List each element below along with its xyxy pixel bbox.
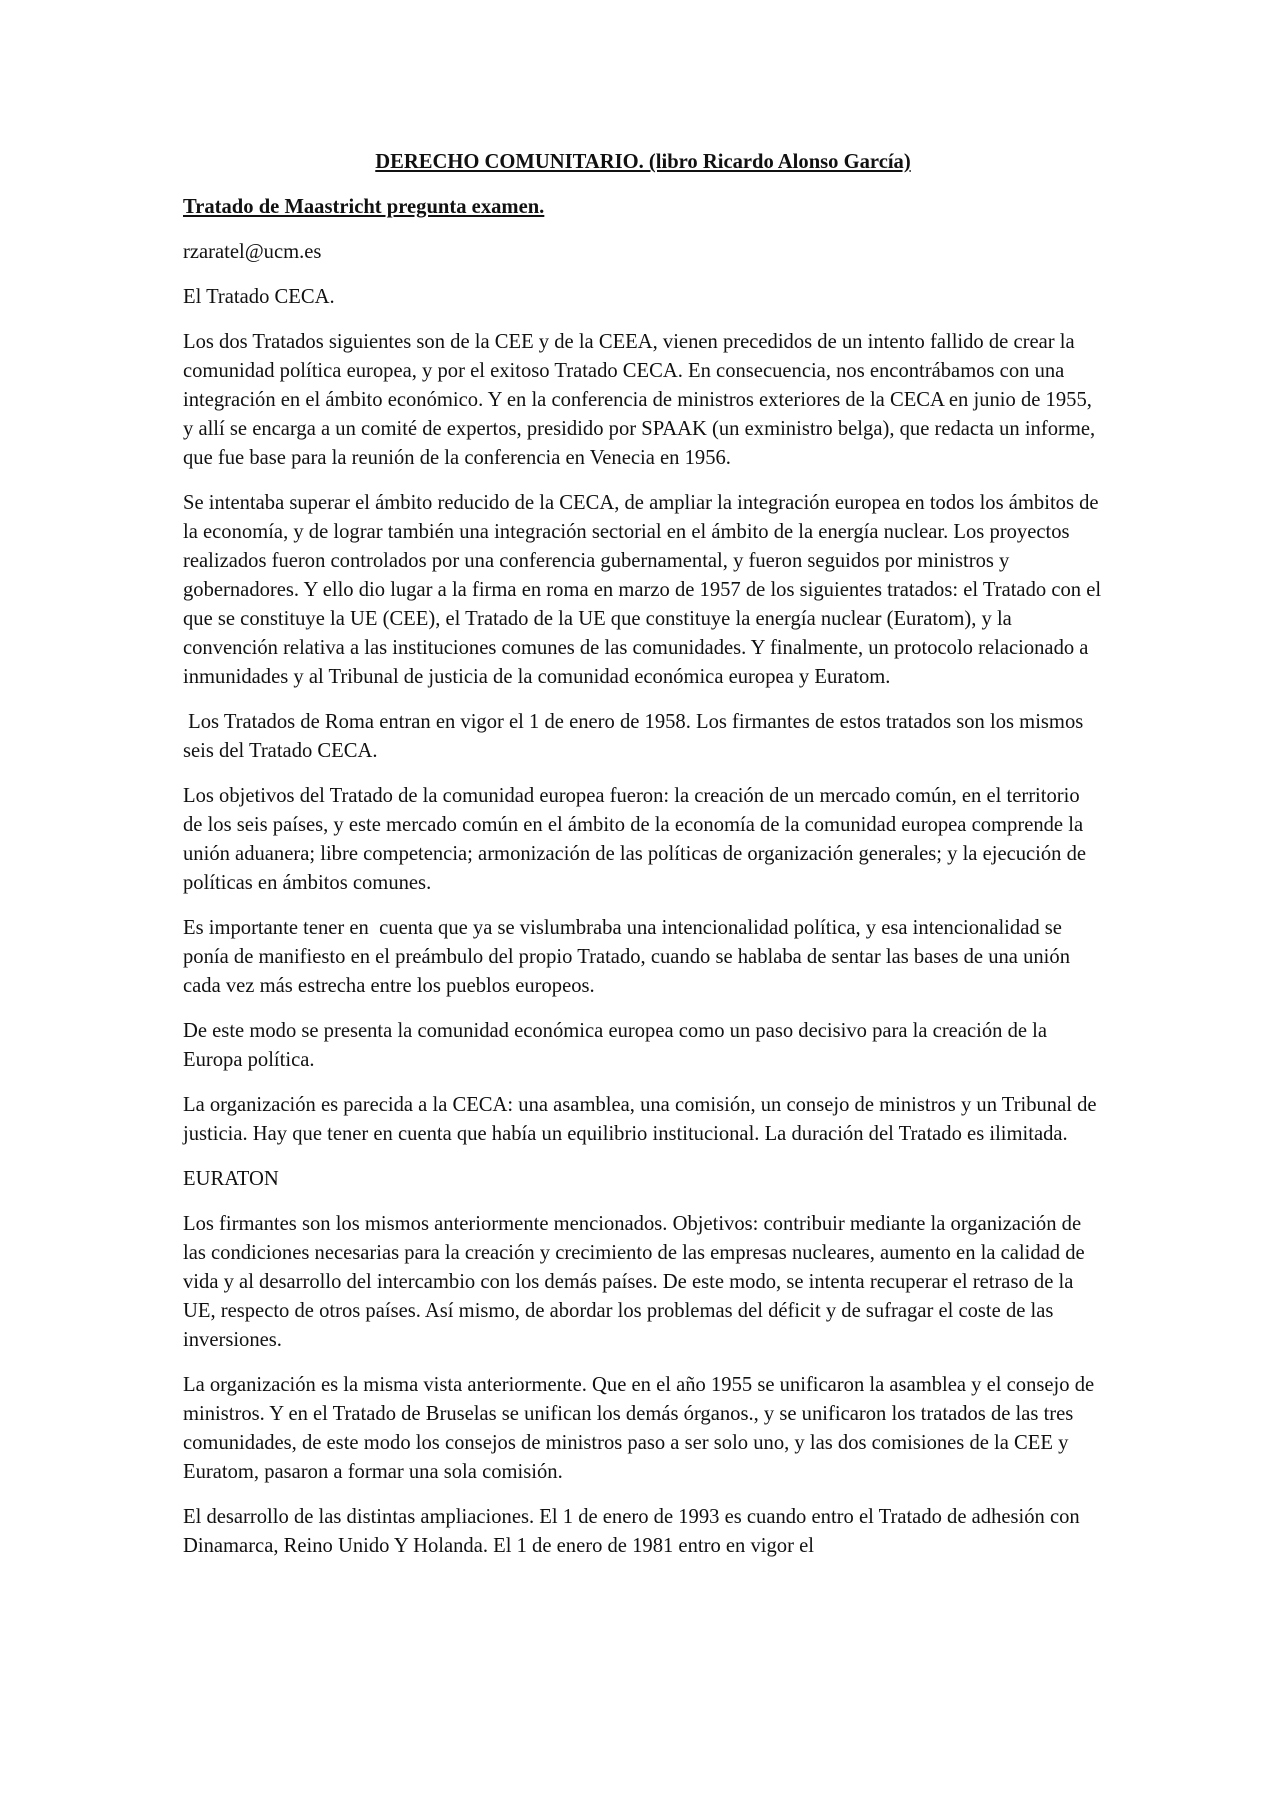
document-page [183,148,1103,1577]
paragraph: Los objetivos del Tratado de la comunidad europea fueron: la creación de un mercado común, en el territorio de los seis países, y este mercado común en el ámbito de la economía de la comunidad europea comprende la unión aduanera; libre competencia; armonización de las políticas de organización generales; y la ejecución de políticas en ámbitos comunes. [183,785,1087,894]
document-subtitle: Tratado de Maastricht pregunta examen. [183,196,545,218]
paragraph: Se intentaba superar el ámbito reducido de la CECA, de ampliar la integración europea en todos los ámbitos de la economía, y de lograr también una integración sectorial en el ámbito de la energía nuclear. Los proyectos realizados fueron controlados por una conferencia gubernamental, y fueron seguidos por ministros y gobernadores. Y ello dio lugar a la firma en roma en marzo de 1957 de los siguientes tratados: el Tratado con el que se constituye la UE (CEE), el Tratado de la UE que constituye la energía nuclear (Euratom), y la convención relativa a las instituciones comunes de las comunidades. Y finalmente, un protocolo relacionado a inmunidades y al Tribunal de justicia de la comunidad económica europea y Euratom. [183,492,1102,688]
paragraph: Los firmantes son los mismos anteriormente mencionados. Objetivos: contribuir mediante la organización de las condiciones necesarias para la creación y crecimiento de las empresas nucleares, aumento en la calidad de vida y al desarrollo del intercambio con los demás países. De este modo, se intenta recuperar el retraso de la UE, respecto de otros países. Así mismo, de abordar los problemas del déficit y de sufragar el coste de las inversiones. [183,1213,1085,1351]
paragraph: El desarrollo de las distintas ampliaciones. El 1 de enero de 1993 es cuando entro el Tratado de adhesión con Dinamarca, Reino Unido Y Holanda. El 1 de enero de 1981 entro en vigor el [183,1506,1080,1557]
paragraph: Es importante tener en cuenta que ya se vislumbraba una intencionalidad política, y esa intencionalidad se ponía de manifiesto en el preámbulo del propio Tratado, cuando se hablaba de sentar las bases de una unión cada vez más estrecha entre los pueblos europeos. [183,917,1076,997]
section-heading-ceca: El Tratado CECA. [183,286,335,308]
paragraph: Los Tratados de Roma entran en vigor el 1 de enero de 1958. Los firmantes de estos tratados son los mismos seis del Tratado CECA. [183,711,1089,762]
paragraph: La organización es la misma vista anteriormente. Que en el año 1955 se unificaron la asamblea y el consejo de ministros. Y en el Tratado de Bruselas se unifican los demás órganos., y se unificaron los tratados de las tres comunidades, de este modo los consejos de ministros paso a ser solo uno, y las dos comisiones de la CEE y Euratom, pasaron a formar una sola comisión. [183,1374,1095,1483]
paragraph: La organización es parecida a la CECA: una asamblea, una comisión, un consejo de ministros y un Tribunal de justicia. Hay que tener en cuenta que había un equilibrio institucional. La duración del Tratado es ilimitada. [183,1094,1097,1145]
document-title: DERECHO COMUNITARIO. (libro Ricardo Alonso García) [375,151,911,173]
paragraph: Los dos Tratados siguientes son de la CEE y de la CEEA, vienen precedidos de un intento fallido de crear la comunidad política europea, y por el exitoso Tratado CECA. En consecuencia, nos encontrábamos con una integración en el ámbito económico. Y en la conferencia de ministros exteriores de la CECA en junio de 1955, y allí se encarga a un comité de expertos, presidido por SPAAK (un exministro belga), que redacta un informe, que fue base para la reunión de la conferencia en Venecia en 1956. [183,331,1096,469]
email-text: rzaratel@ucm.es [183,241,322,263]
section-heading-euraton: EURATON [183,1168,279,1190]
paragraph: De este modo se presenta la comunidad económica europea como un paso decisivo para la creación de la Europa política. [183,1020,1048,1071]
